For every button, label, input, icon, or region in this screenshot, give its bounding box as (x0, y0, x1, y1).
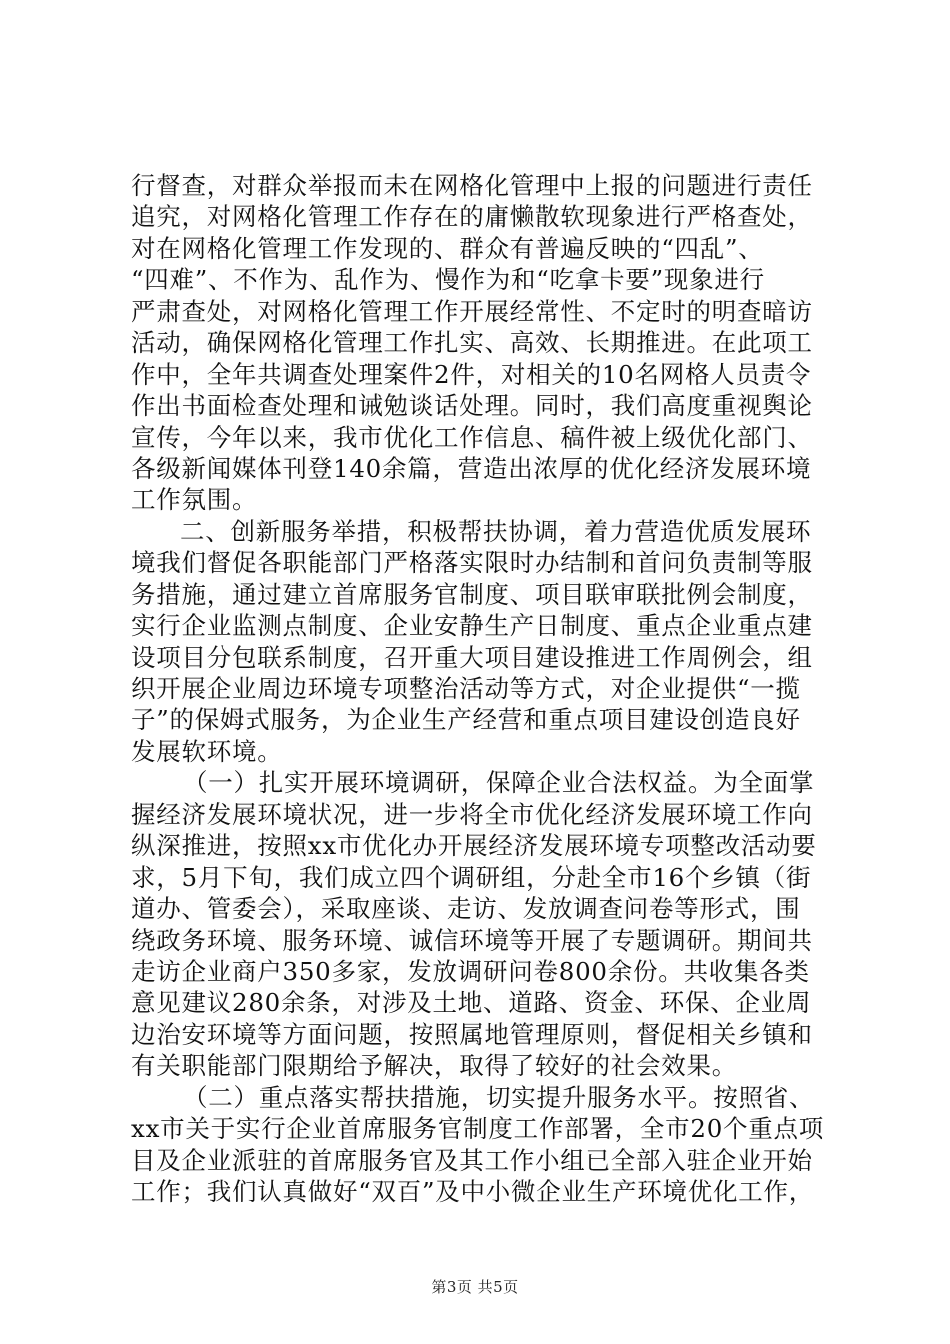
text-line: 务措施，通过建立首席服务官制度、项目联审联批例会制度， (131, 579, 813, 609)
text-line: 作出书面检查处理和诫勉谈话处理。同时，我们高度重视舆论 (131, 391, 813, 421)
text-line: “四难”、不作为、乱作为、慢作为和“吃拿卡要”现象进行 (131, 265, 765, 295)
text-line: 子”的保姆式服务，为企业生产经营和重点项目建设创造良好 (131, 705, 801, 735)
text-line: 对在网格化管理工作发现的、群众有普遍反映的“四乱”、 (131, 233, 764, 263)
text-line: 作中，全年共调查处理案件2件，对相关的10名网格人员责令 (131, 359, 812, 389)
page-footer: 第3页 共5页 (431, 1278, 519, 1296)
text-line: 活动，确保网格化管理工作扎实、高效、长期推进。在此项工 (131, 328, 813, 358)
text-line: 工作氛围。 (131, 485, 258, 515)
subsection-heading-line: （一）扎实开展环境调研，保障企业合法权益。为全面掌 (183, 768, 815, 798)
text-line: 纵深推进，按照xx市优化办开展经济发展环境专项整改活动要 (131, 831, 817, 861)
text-line: 边治安环境等方面问题，按照属地管理原则，督促相关乡镇和 (131, 1019, 813, 1049)
text-line: 道办、管委会），采取座谈、走访、发放调查问卷等形式，围 (131, 894, 801, 924)
text-line: 设项目分包联系制度，召开重大项目建设推进工作周例会，组 (131, 642, 813, 672)
section-heading-line: 二、创新服务举措，积极帮扶协调，着力营造优质发展环 (180, 516, 812, 546)
body-text (131, 170, 825, 1207)
text-line: 实行企业监测点制度、企业安静生产日制度、重点企业重点建 (131, 611, 813, 641)
text-line: 走访企业商户350多家，发放调研问卷800余份。共收集各类 (131, 956, 810, 986)
text-line: 宣传，今年以来，我市优化工作信息、稿件被上级优化部门、 (131, 422, 813, 452)
text-line: 严肃查处，对网格化管理工作开展经常性、不定时的明查暗访 (131, 296, 813, 326)
text-line: 求，5月下旬，我们成立四个调研组，分赴全市16个乡镇（街 (131, 862, 812, 892)
text-line: 有关职能部门限期给予解决，取得了较好的社会效果。 (131, 1051, 737, 1081)
text-line: 目及企业派驻的首席服务官及其工作小组已全部入驻企业开始 (131, 1145, 813, 1175)
text-line: 追究，对网格化管理工作存在的庸懒散软现象进行严格查处， (131, 202, 813, 232)
text-line: 织开展企业周边环境专项整治活动等方式，对企业提供“一揽 (131, 674, 801, 703)
text-line: xx市关于实行企业首席服务官制度工作部署，全市20个重点项 (131, 1114, 825, 1144)
text-line: 各级新闻媒体刊登140余篇，营造出浓厚的优化经济发展环境 (131, 453, 812, 483)
text-line: 境我们督促各职能部门严格落实限时办结制和首问负责制等服 (131, 548, 813, 578)
text-line: 绕政务环境、服务环境、诚信环境等开展了专题调研。期间共 (131, 925, 813, 955)
text-line: 行督查，对群众举报而未在网格化管理中上报的问题进行责任 (131, 171, 813, 200)
text-line: 工作；我们认真做好“双百”及中小微企业生产环境优化工作， (131, 1177, 815, 1206)
subsection-heading-line: （二）重点落实帮扶措施，切实提升服务水平。按照省、 (183, 1082, 815, 1112)
text-line: 发展软环境。 (131, 736, 283, 766)
text-line: 意见建议280余条，对涉及土地、道路、资金、环保、企业周 (131, 988, 812, 1018)
text-line: 握经济发展环境状况，进一步将全市优化经济发展环境工作向 (131, 799, 813, 829)
